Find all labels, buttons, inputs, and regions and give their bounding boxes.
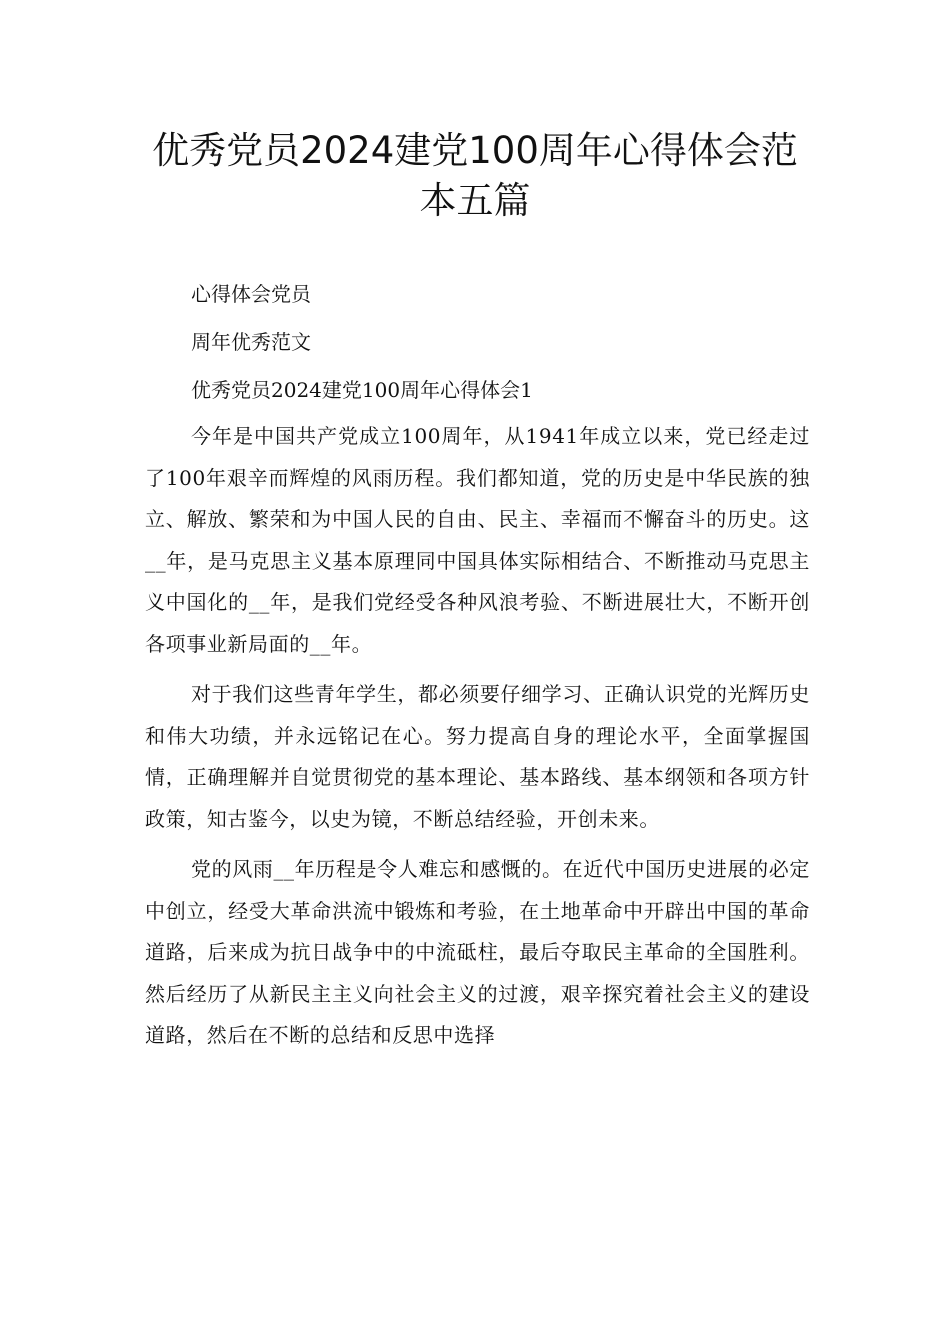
section-heading: 优秀党员2024建党100周年心得体会1: [191, 378, 533, 402]
category-line: 周年优秀范文: [191, 330, 311, 354]
paragraph-2: 对于我们这些青年学生，都必须要仔细学习、正确认识党的光辉历史和伟大功绩，并永远铭记在心。努力提高自身的理论水平，全面掌握国情，正确理解并自觉贯彻党的基本理论、基本路线、基本纲领和各项方针政策，知古鉴今，以史为镜，不断总结经验，开创未来。: [145, 682, 810, 831]
keywords-line: 心得体会党员: [191, 282, 311, 306]
title-line-2: 本五篇: [419, 179, 531, 222]
document-title: [130, 126, 820, 226]
title-line-1: 优秀党员2024建党100周年心得体会范: [152, 129, 798, 172]
paragraph-1: 今年是中国共产党成立100周年，从1941年成立以来，党已经走过了100年艰辛而辉煌的风雨历程。我们都知道，党的历史是中华民族的独立、解放、繁荣和为中国人民的自由、民主、幸福而不懈奋斗的历史。这__年，是马克思主义基本原理同中国具体实际相结合、不断推动马克思主义中国化的__年，是我们党经受各种风浪考验、不断进展壮大，不断开创各项事业新局面的__年。: [145, 424, 810, 656]
document-body: [145, 282, 810, 1057]
paragraph-3: 党的风雨__年历程是令人难忘和感慨的。在近代中国历史进展的必定中创立，经受大革命洪流中锻炼和考验，在土地革命中开辟出中国的革命道路，后来成为抗日战争中的中流砥柱，最后夺取民主革命的全国胜利。然后经历了从新民主主义向社会主义的过渡，艰辛探究着社会主义的建设道路，然后在不断的总结和反思中选择: [145, 857, 810, 1047]
